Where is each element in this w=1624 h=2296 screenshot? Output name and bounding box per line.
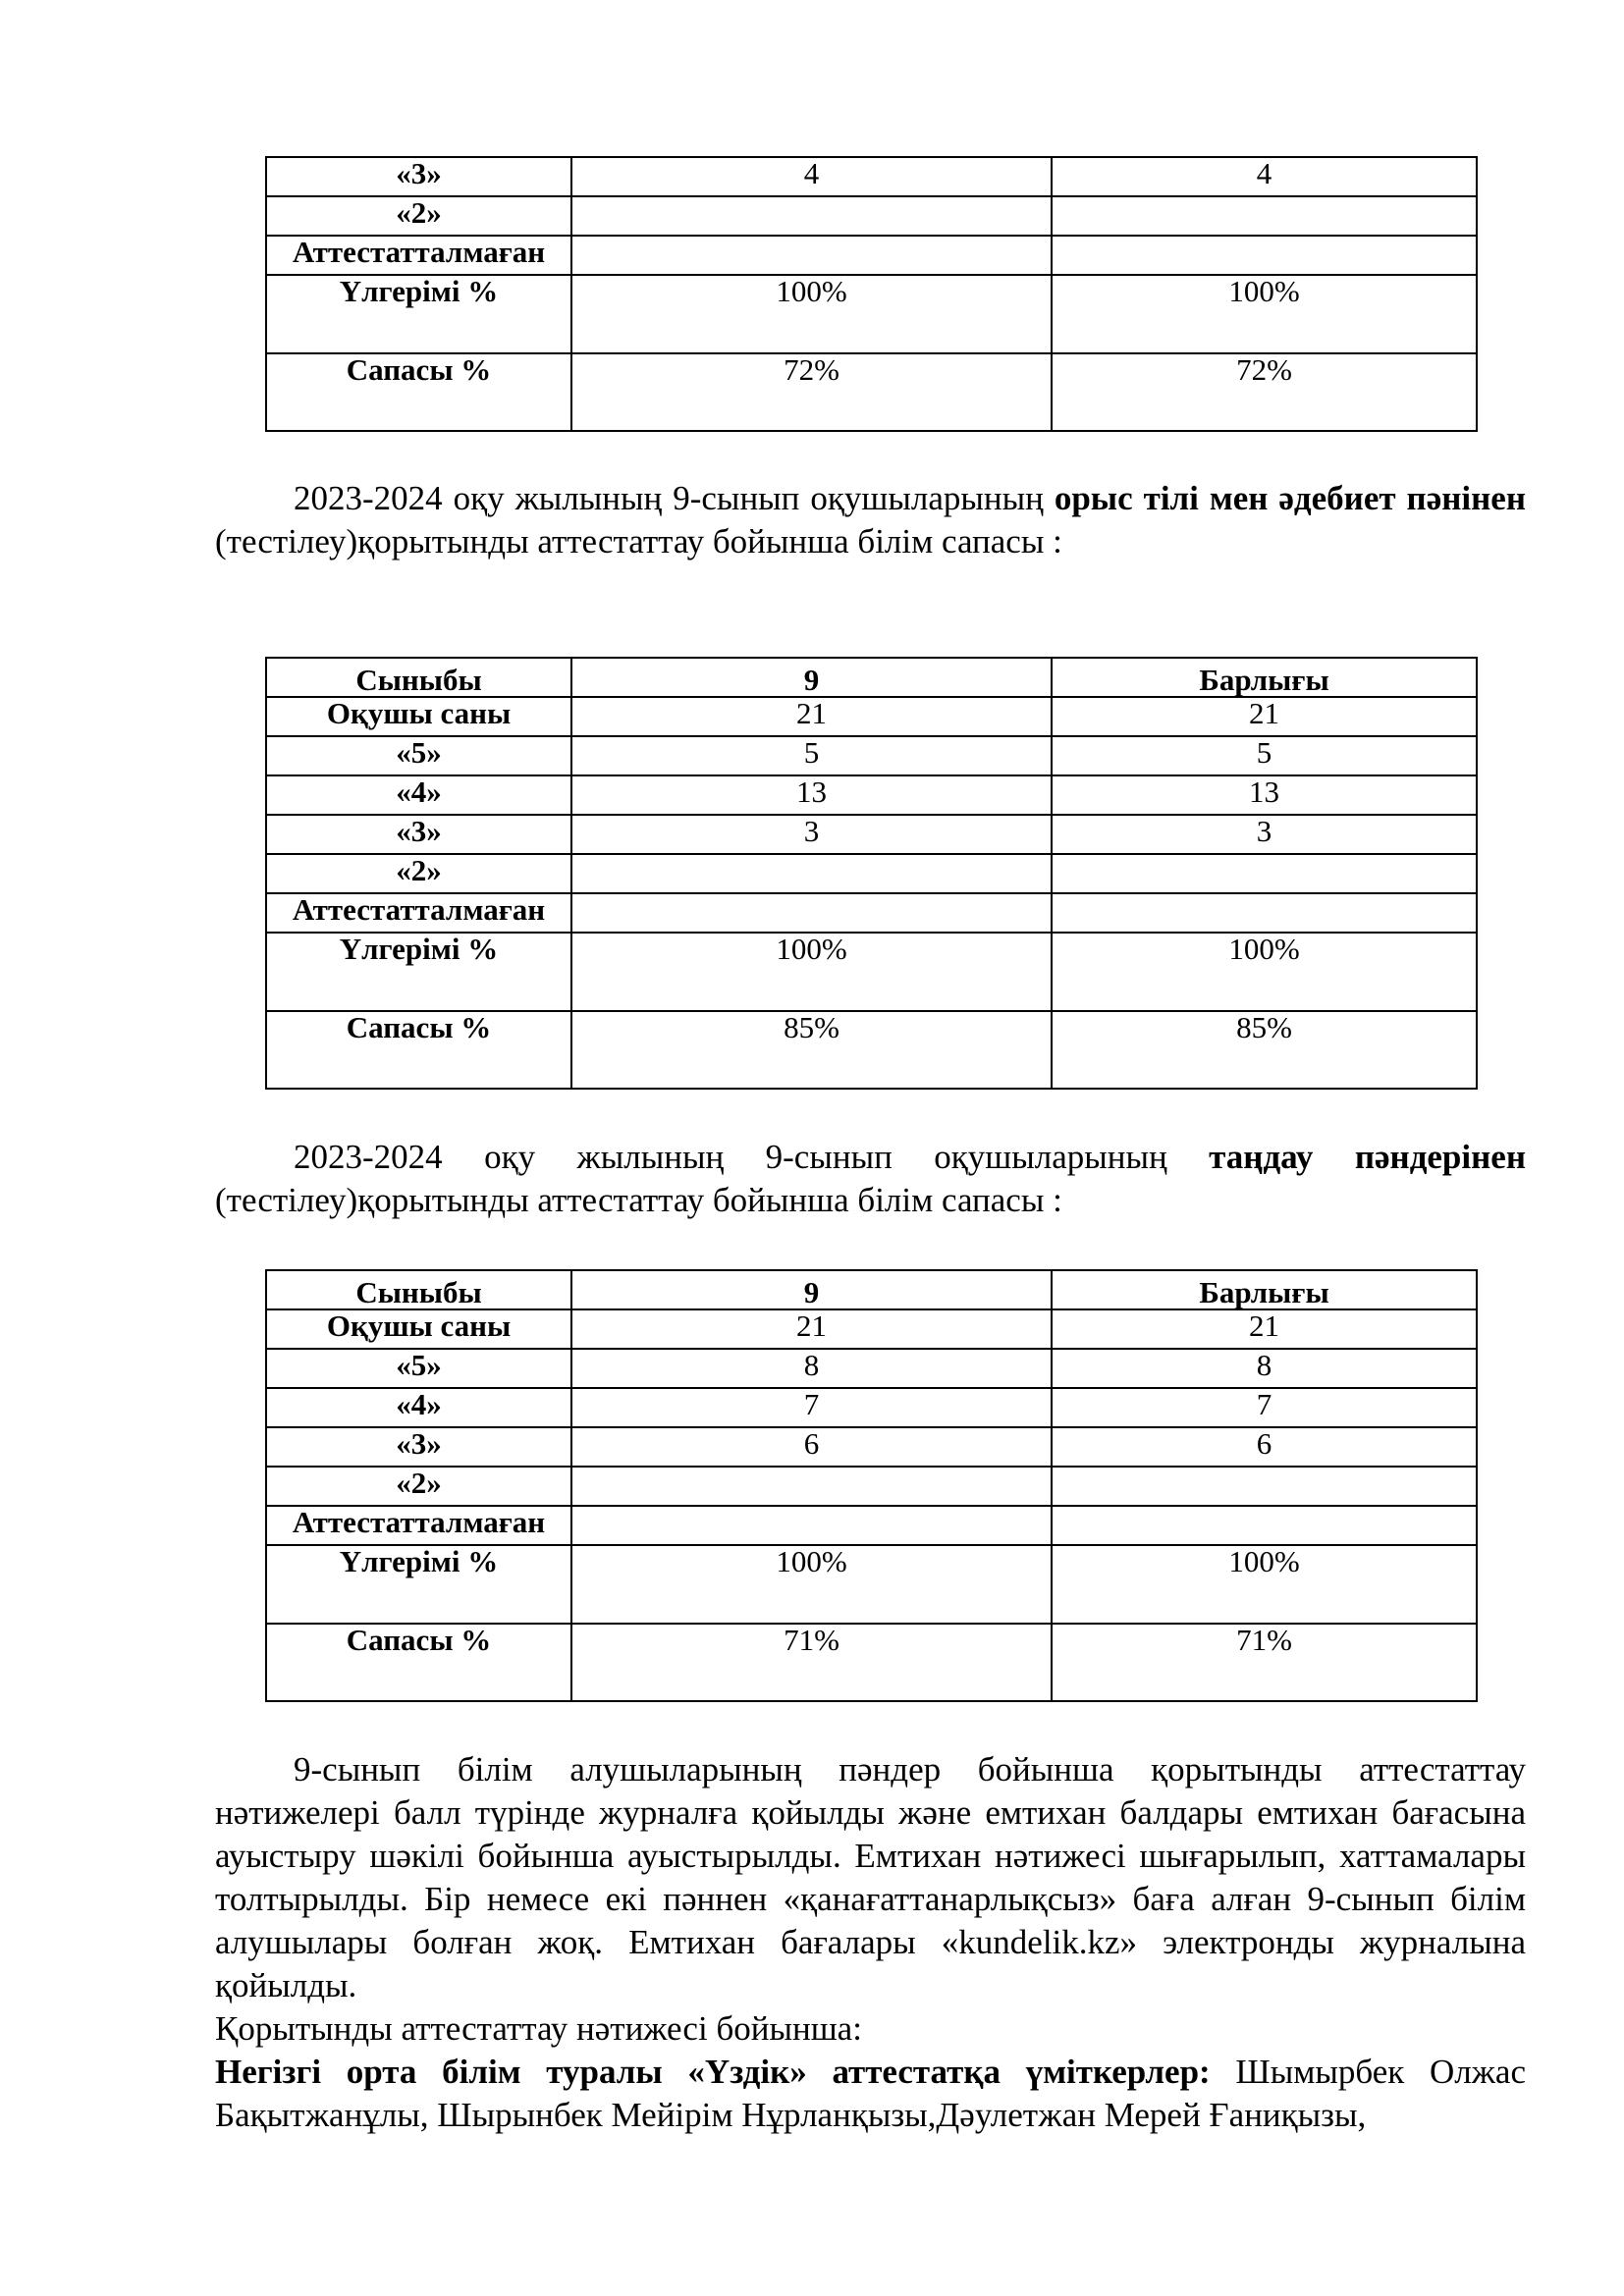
cell-total: 4 <box>1052 157 1477 196</box>
cell-class9 <box>571 854 1052 893</box>
cell-class9: 72% <box>571 353 1052 431</box>
table-row <box>266 1624 1477 1701</box>
column-header-9: 9 <box>571 1270 1052 1309</box>
results-table-continued <box>265 156 1478 432</box>
row-label: Оқушы саны <box>266 1309 571 1349</box>
column-header-total: Барлығы <box>1052 658 1477 697</box>
table-row <box>266 893 1477 933</box>
cell-total: 21 <box>1052 697 1477 736</box>
cell-class9 <box>571 1506 1052 1545</box>
cell-total <box>1052 236 1477 275</box>
cell-class9: 3 <box>571 815 1052 854</box>
section-heading-electives <box>215 1136 1526 1222</box>
cell-total: 7 <box>1052 1388 1477 1427</box>
cell-total <box>1052 1506 1477 1545</box>
cell-total: 8 <box>1052 1349 1477 1388</box>
cell-total: 100% <box>1052 1545 1477 1624</box>
table-row <box>266 1388 1477 1427</box>
cell-class9 <box>571 236 1052 275</box>
cell-total: 100% <box>1052 933 1477 1011</box>
cell-class9: 21 <box>571 697 1052 736</box>
candidates-names: Шымырбек Олжас Бақытжанұлы, Шырынбек Мейірім Нұрланқызы,Дәулетжан Мерей Ғаниқызы, <box>215 2053 1526 2134</box>
table-row <box>266 854 1477 893</box>
cell-class9: 8 <box>571 1349 1052 1388</box>
row-label: Үлгерімі % <box>266 933 571 1011</box>
row-label: Сапасы % <box>266 1011 571 1089</box>
table-row <box>266 1467 1477 1506</box>
final-attestation-line: Қорытынды аттестаттау нәтижесі бойынша: <box>215 2009 862 2048</box>
cell-total: 21 <box>1052 1309 1477 1349</box>
table-row <box>266 1349 1477 1388</box>
table-row <box>266 1427 1477 1467</box>
row-label: Сапасы % <box>266 1624 571 1701</box>
section-heading-russian <box>215 477 1526 563</box>
cell-class9: 85% <box>571 1011 1052 1089</box>
cell-total: 72% <box>1052 353 1477 431</box>
table-row <box>266 157 1477 196</box>
cell-class9: 5 <box>571 736 1052 775</box>
row-label: Аттестатталмаған <box>266 893 571 933</box>
cell-total: 6 <box>1052 1427 1477 1467</box>
cell-class9: 100% <box>571 933 1052 1011</box>
heading-subject: таңдау пәндерінен <box>1209 1138 1526 1176</box>
cell-total: 100% <box>1052 275 1477 353</box>
cell-class9: 100% <box>571 275 1052 353</box>
column-header-class: Сыныбы <box>266 658 571 697</box>
row-label: «4» <box>266 1388 571 1427</box>
table-row <box>266 1011 1477 1089</box>
heading-subject: орыс тілі мен әдебиет пәнінен <box>1054 479 1526 517</box>
row-label: Оқушы саны <box>266 697 571 736</box>
row-label: «2» <box>266 854 571 893</box>
cell-class9: 71% <box>571 1624 1052 1701</box>
row-label: Үлгерімі % <box>266 1545 571 1624</box>
cell-class9: 100% <box>571 1545 1052 1624</box>
table-row <box>266 736 1477 775</box>
cell-total: 71% <box>1052 1624 1477 1701</box>
cell-total <box>1052 196 1477 236</box>
column-header-class: Сыныбы <box>266 1270 571 1309</box>
cell-class9: 13 <box>571 775 1052 815</box>
column-header-total: Барлығы <box>1052 1270 1477 1309</box>
heading-text: 2023-2024 оқу жылының 9-сынып оқушыларының <box>294 479 1055 517</box>
excellence-candidates <box>215 2051 1526 2137</box>
heading-text: 2023-2024 оқу жылының 9-сынып оқушыларының <box>294 1138 1210 1176</box>
row-label: «5» <box>266 1349 571 1388</box>
row-label: Аттестатталмаған <box>266 236 571 275</box>
cell-total: 85% <box>1052 1011 1477 1089</box>
cell-total: 13 <box>1052 775 1477 815</box>
column-header-9: 9 <box>571 658 1052 697</box>
table-row <box>266 815 1477 854</box>
cell-class9: 6 <box>571 1427 1052 1467</box>
cell-class9 <box>571 1467 1052 1506</box>
cell-total <box>1052 893 1477 933</box>
row-label: Аттестатталмаған <box>266 1506 571 1545</box>
table-header-row <box>266 658 1477 697</box>
row-label: Сапасы % <box>266 353 571 431</box>
row-label: «3» <box>266 815 571 854</box>
table-row <box>266 196 1477 236</box>
row-label: Үлгерімі % <box>266 275 571 353</box>
table-row <box>266 275 1477 353</box>
table-row <box>266 1309 1477 1349</box>
cell-total <box>1052 854 1477 893</box>
table-row <box>266 236 1477 275</box>
table-row <box>266 1545 1477 1624</box>
table-row <box>266 933 1477 1011</box>
row-label: «2» <box>266 1467 571 1506</box>
cell-class9: 4 <box>571 157 1052 196</box>
heading-text-end: (тестілеу)қорытынды аттестаттау бойынша білім сапасы : <box>215 522 1062 561</box>
results-table-russian <box>265 657 1478 1090</box>
heading-text-end: (тестілеу)қорытынды аттестаттау бойынша білім сапасы : <box>215 1181 1062 1219</box>
row-label: «4» <box>266 775 571 815</box>
summary-text: 9-сынып білім алушыларының пәндер бойынша қорытынды аттестаттау нәтижелері балл түрінде журналға қойылды және емтихан балдары емтихан бағасына ауыстыру шәкілі бойынша ауыстырылды. Емтихан нәтижесі шығарылып, хаттамалары толтырылды. Бір немесе екі пәннен «қанағаттанарлықсыз» баға алған 9-сынып білім алушылары болған жоқ. Емтихан бағалары «kundelik.kz» электронды журналына қойылды. <box>215 1750 1526 2004</box>
row-label: «3» <box>266 1427 571 1467</box>
cell-class9: 21 <box>571 1309 1052 1349</box>
cell-class9 <box>571 893 1052 933</box>
cell-class9 <box>571 196 1052 236</box>
summary-paragraph <box>215 1748 1526 2007</box>
row-label: «3» <box>266 157 571 196</box>
cell-class9: 7 <box>571 1388 1052 1427</box>
table-row <box>266 353 1477 431</box>
candidates-heading: Негізгі орта білім туралы «Үздік» аттестатқа үміткерлер: <box>215 2053 1211 2091</box>
cell-total: 3 <box>1052 815 1477 854</box>
cell-total: 5 <box>1052 736 1477 775</box>
table-row <box>266 1506 1477 1545</box>
table-row <box>266 775 1477 815</box>
row-label: «2» <box>266 196 571 236</box>
table-header-row <box>266 1270 1477 1309</box>
cell-total <box>1052 1467 1477 1506</box>
results-summary <box>215 1748 1526 2137</box>
row-label: «5» <box>266 736 571 775</box>
results-table-electives <box>265 1269 1478 1702</box>
table-row <box>266 697 1477 736</box>
